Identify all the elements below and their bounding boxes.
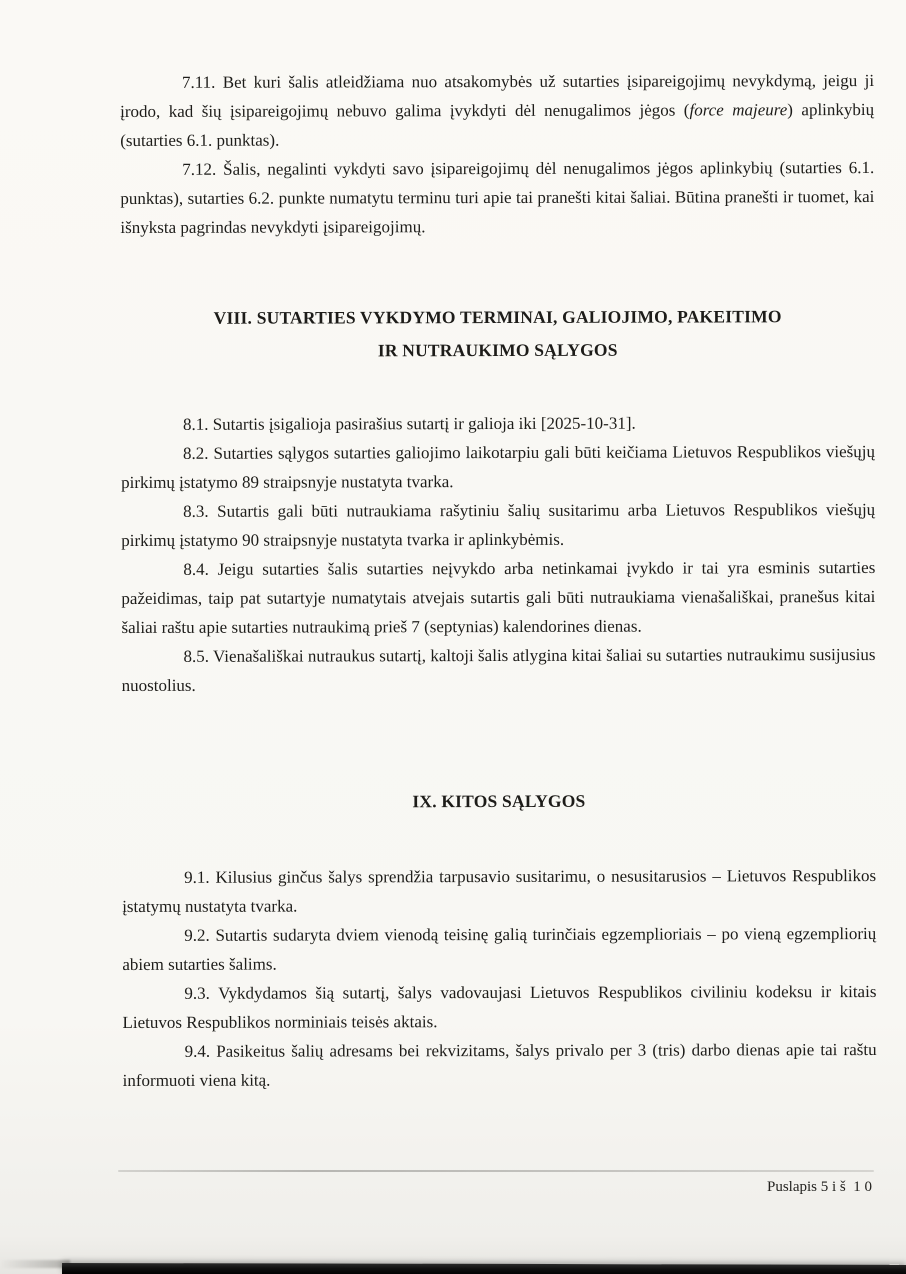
- section-heading-ix: IX. KITOS SĄLYGOS: [412, 790, 586, 812]
- paragraph-9-1: 9.1. Kilusius ginčus šalys sprendžia tarpusavio susitarimu, o nesusitarusios – Lietuvos Respublikos įstatymų nustatyta tvarka.: [122, 866, 877, 916]
- paragraph-9-3: 9.3. Vykdydamos šią sutartį, šalys vadovaujasi Lietuvos Respublikos civiliniu kodeksu ir kitais Lietuvos Respublikos norminiais teisės aktais.: [122, 982, 877, 1032]
- scan-artifact-bottom-edge: [62, 1263, 906, 1274]
- paragraph-9-2: 9.2. Sutartis sudaryta dviem vienodą teisinę galią turinčiais egzemplioriais – po vieną egzempliorių abiem sutarties šalims.: [122, 924, 877, 974]
- page-number: Puslapis 5 i š 1 0: [766, 1179, 872, 1195]
- paragraph-7-12: 7.12. Šalis, negalinti vykdyti savo įsipareigojimų dėl nenugalimos jėgos aplinkybių (sutarties 6.1. punktas), sutarties 6.2. punkte numatytu terminu turi apie tai pranešti kitai šaliai. Būtina pranešti ir tuomet, kai išnyksta pagrindas nevykdyti įsipareigojimų.: [120, 158, 875, 237]
- document-content: [120, 66, 877, 1095]
- section-heading-viii-line1: VIII. SUTARTIES VYKDYMO TERMINAI, GALIOJIMO, PAKEITIMO: [213, 306, 782, 328]
- paragraph-8-3: 8.3. Sutartis gali būti nutraukiama rašytiniu šalių susitarimu arba Lietuvos Respublikos viešųjų pirkimų įstatymo 90 straipsnyje nustatyta tvarka ir aplinkybėmis.: [121, 500, 876, 550]
- force-majeure-italic-text: force majeure: [689, 100, 788, 120]
- paragraph-8-5: 8.5. Vienašališkai nutraukus sutartį, kaltoji šalis atlygina kitai šaliai su sutarties nutraukimu susijusius nuostolius.: [121, 645, 876, 695]
- paragraph-9-4: 9.4. Pasikeitus šalių adresams bei rekvizitams, šalys privalo per 3 (tris) darbo dienas apie tai raštu informuoti viena kitą.: [122, 1040, 877, 1090]
- section-heading-viii: [121, 300, 875, 368]
- paragraph-8-4: 8.4. Jeigu sutarties šalis sutarties neįvykdo arba netinkamai įvykdo ir tai yra esminis sutarties pažeidimas, taip pat sutartyje numatytais atvejais sutartis gali būti nutraukiama vienašališkai, pranešus kitai šaliai raštu apie sutarties nutraukimą prieš 7 (septynias) kalendorines dienas.: [121, 558, 876, 637]
- paragraph-7-11-text: 7.11. Bet kuri šalis atleidžiama nuo atsakomybės už sutarties įsipareigojimų nevykdymą, jeigu ji įrodo, kad šių įsipareigojimų nebuvo galima įvykdyti dėl nenugalimos jėgos (: [120, 71, 875, 121]
- footer-divider: [118, 1170, 874, 1172]
- paragraph-7-11: [120, 66, 874, 155]
- scan-artifact-smudge: [0, 1260, 70, 1268]
- paragraph-8-2: 8.2. Sutarties sąlygos sutarties galiojimo laikotarpiu gali būti keičiama Lietuvos Respublikos viešųjų pirkimų įstatymo 89 straipsnyje nustatyta tvarka.: [121, 442, 876, 492]
- paragraph-8-1: 8.1. Sutartis įsigalioja pasirašius sutartį ir galioja iki [2025-10-31].: [182, 413, 636, 434]
- paragraph-7-11-tail: ) aplinkybių (sutarties 6.1. punktas).: [120, 100, 875, 150]
- section-heading-viii-line2: IR NUTRAUKIMO SĄLYGOS: [377, 339, 618, 361]
